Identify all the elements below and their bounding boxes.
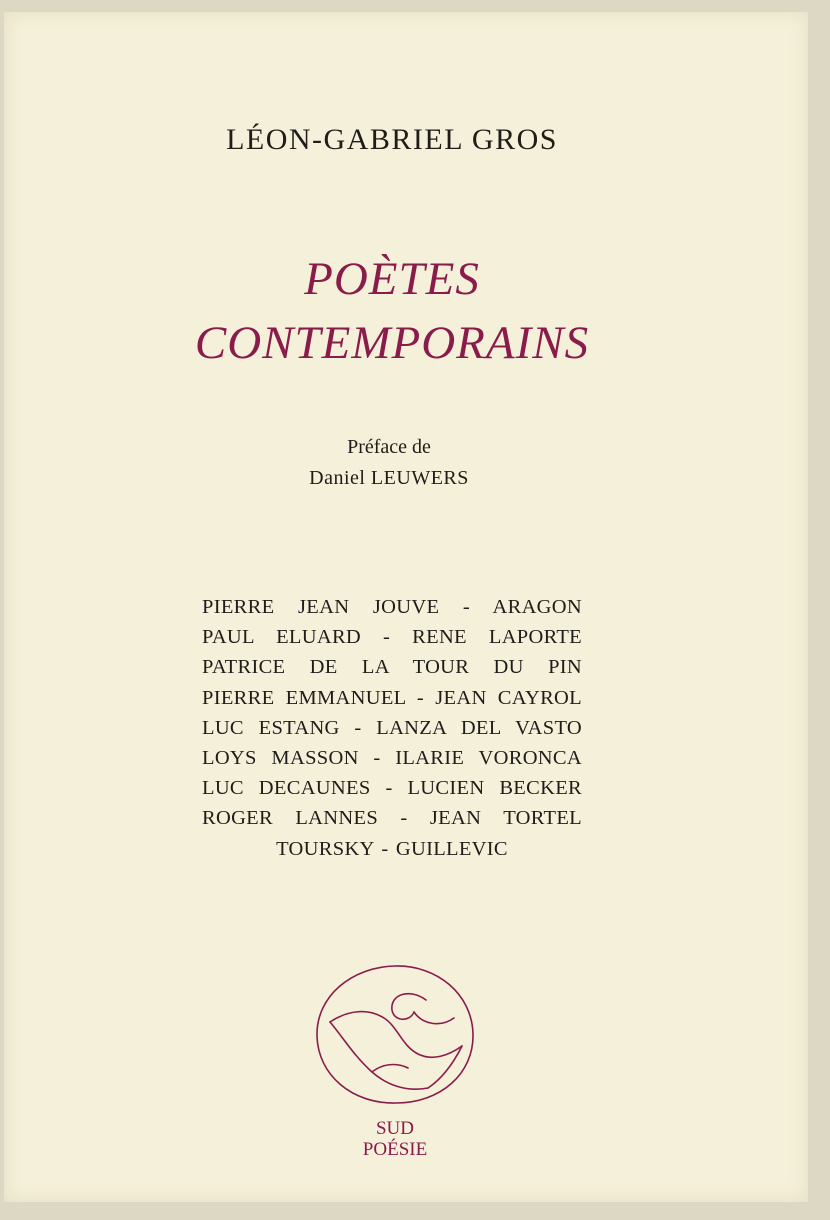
- poets-list-item: LOYS MASSON - ILARIE VORONCA: [202, 746, 582, 769]
- bird-in-circle-icon: [312, 960, 478, 1108]
- poets-list-item: TOURSKY - GUILLEVIC: [276, 837, 508, 860]
- poets-list-item: PAUL ELUARD - RENE LAPORTE: [202, 626, 582, 649]
- poets-list-item: PIERRE JEAN JOUVE - ARAGON: [202, 596, 582, 618]
- poets-list: [202, 592, 582, 864]
- book-cover: [4, 12, 808, 1202]
- author-name: LÉON-GABRIEL GROS: [226, 123, 558, 156]
- publisher-line-1: SUD: [375, 1118, 414, 1139]
- poets-list-item: PATRICE DE LA TOUR DU PIN: [202, 656, 582, 679]
- book-title-line-1: POÈTES: [304, 253, 480, 305]
- poets-list-item: ROGER LANNES - JEAN TORTEL: [202, 807, 582, 830]
- poets-list-item: LUC DECAUNES - LUCIEN BECKER: [202, 777, 582, 800]
- poets-list-item: PIERRE EMMANUEL - JEAN CAYROL: [202, 686, 582, 709]
- poets-list-item: LUC ESTANG - LANZA DEL VASTO: [202, 716, 582, 739]
- book-title-line-2: CONTEMPORAINS: [194, 317, 590, 369]
- publisher-line-2: POÉSIE: [362, 1139, 428, 1160]
- preface-label: Préface de: [347, 436, 431, 458]
- preface-author: Daniel LEUWERS: [309, 467, 469, 489]
